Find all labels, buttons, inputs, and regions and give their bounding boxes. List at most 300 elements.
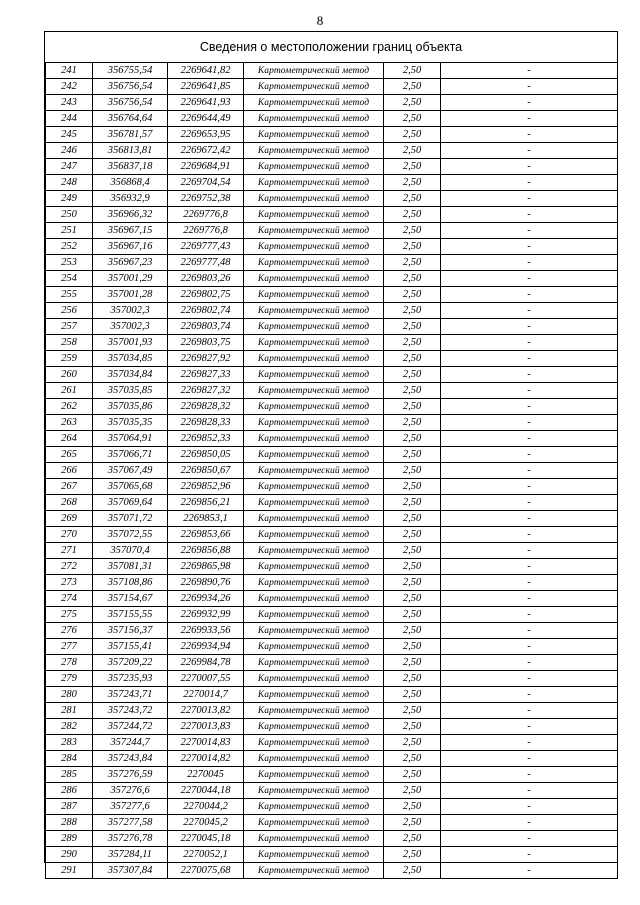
cell-method: Картометрический метод [244,799,384,815]
cell-method: Картометрический метод [244,655,384,671]
cell-coord-x: 357277,58 [93,815,168,831]
cell-coord-y: 2270013,83 [168,719,244,735]
cell-method: Картометрический метод [244,495,384,511]
cell-accuracy: 2,50 [384,767,441,783]
table-row [46,575,618,591]
cell-method: Картометрический метод [244,447,384,463]
table-row [46,207,618,223]
cell-method: Картометрический метод [244,287,384,303]
cell-description: - [441,303,618,319]
cell-coord-y: 2269803,74 [168,319,244,335]
cell-accuracy: 2,50 [384,847,441,863]
cell-description: - [441,159,618,175]
cell-description: - [441,863,618,879]
cell-description: - [441,335,618,351]
cell-description: - [441,719,618,735]
cell-accuracy: 2,50 [384,143,441,159]
cell-coord-x: 357108,86 [93,575,168,591]
cell-coord-y: 2269803,26 [168,271,244,287]
cell-point-number: 291 [46,863,93,879]
cell-method: Картометрический метод [244,351,384,367]
cell-coord-x: 357276,6 [93,783,168,799]
table-row [46,399,618,415]
cell-point-number: 243 [46,95,93,111]
cell-accuracy: 2,50 [384,335,441,351]
cell-coord-x: 357001,29 [93,271,168,287]
cell-coord-x: 357066,71 [93,447,168,463]
cell-method: Картометрический метод [244,383,384,399]
cell-point-number: 277 [46,639,93,655]
cell-method: Картометрический метод [244,511,384,527]
cell-method: Картометрический метод [244,111,384,127]
cell-description: - [441,431,618,447]
cell-coord-y: 2269828,32 [168,399,244,415]
cell-coord-x: 357243,71 [93,687,168,703]
cell-accuracy: 2,50 [384,319,441,335]
cell-method: Картометрический метод [244,415,384,431]
cell-point-number: 257 [46,319,93,335]
table-row [46,175,618,191]
cell-coord-y: 2269777,43 [168,239,244,255]
cell-coord-y: 2270045,18 [168,831,244,847]
cell-accuracy: 2,50 [384,575,441,591]
cell-description: - [441,399,618,415]
cell-coord-y: 2269641,82 [168,63,244,79]
table-row [46,479,618,495]
cell-point-number: 253 [46,255,93,271]
cell-coord-y: 2269777,48 [168,255,244,271]
cell-coord-x: 356764,64 [93,111,168,127]
cell-method: Картометрический метод [244,303,384,319]
cell-accuracy: 2,50 [384,591,441,607]
cell-method: Картометрический метод [244,431,384,447]
cell-coord-x: 357070,4 [93,543,168,559]
table-row [46,527,618,543]
cell-description: - [441,415,618,431]
cell-coord-y: 2269865,98 [168,559,244,575]
cell-point-number: 255 [46,287,93,303]
cell-accuracy: 2,50 [384,79,441,95]
cell-coord-x: 357072,55 [93,527,168,543]
cell-point-number: 251 [46,223,93,239]
cell-coord-y: 2270007,55 [168,671,244,687]
table-row [46,623,618,639]
cell-coord-y: 2269853,66 [168,527,244,543]
cell-accuracy: 2,50 [384,863,441,879]
cell-accuracy: 2,50 [384,543,441,559]
cell-coord-y: 2269932,99 [168,607,244,623]
cell-point-number: 275 [46,607,93,623]
cell-coord-x: 356813,81 [93,143,168,159]
cell-method: Картометрический метод [244,367,384,383]
cell-description: - [441,447,618,463]
cell-method: Картометрический метод [244,607,384,623]
cell-point-number: 266 [46,463,93,479]
cell-description: - [441,223,618,239]
table-row [46,655,618,671]
cell-accuracy: 2,50 [384,159,441,175]
table-row [46,191,618,207]
cell-coord-y: 2269853,1 [168,511,244,527]
cell-description: - [441,799,618,815]
cell-coord-y: 2270044,2 [168,799,244,815]
cell-coord-y: 2269934,26 [168,591,244,607]
cell-point-number: 247 [46,159,93,175]
cell-description: - [441,239,618,255]
cell-point-number: 268 [46,495,93,511]
cell-coord-x: 357307,84 [93,863,168,879]
cell-coord-x: 357156,37 [93,623,168,639]
table-row [46,127,618,143]
table-caption: Сведения о местоположении границ объекта [199,40,463,54]
cell-method: Картометрический метод [244,335,384,351]
cell-point-number: 256 [46,303,93,319]
table-row [46,607,618,623]
cell-point-number: 271 [46,543,93,559]
cell-point-number: 279 [46,671,93,687]
table-row [46,735,618,751]
cell-method: Картометрический метод [244,159,384,175]
cell-description: - [441,847,618,863]
cell-description: - [441,463,618,479]
cell-accuracy: 2,50 [384,799,441,815]
cell-coord-x: 357067,49 [93,463,168,479]
cell-point-number: 284 [46,751,93,767]
cell-description: - [441,383,618,399]
cell-method: Картометрический метод [244,223,384,239]
cell-point-number: 259 [46,351,93,367]
cell-description: - [441,815,618,831]
cell-description: - [441,591,618,607]
table-row [46,815,618,831]
cell-coord-x: 356756,54 [93,95,168,111]
cell-coord-x: 357071,72 [93,511,168,527]
cell-description: - [441,735,618,751]
cell-description: - [441,703,618,719]
cell-point-number: 244 [46,111,93,127]
cell-coord-x: 357155,41 [93,639,168,655]
cell-coord-x: 356755,54 [93,63,168,79]
cell-coord-x: 357081,31 [93,559,168,575]
table-row [46,863,618,879]
cell-method: Картометрический метод [244,95,384,111]
cell-description: - [441,767,618,783]
table-row [46,639,618,655]
cell-description: - [441,255,618,271]
cell-point-number: 272 [46,559,93,575]
cell-coord-y: 2270052,1 [168,847,244,863]
cell-method: Картометрический метод [244,191,384,207]
cell-method: Картометрический метод [244,735,384,751]
cell-accuracy: 2,50 [384,815,441,831]
coordinates-table [45,62,618,879]
table-row [46,703,618,719]
cell-accuracy: 2,50 [384,191,441,207]
cell-coord-y: 2270014,83 [168,735,244,751]
cell-coord-x: 357064,91 [93,431,168,447]
cell-accuracy: 2,50 [384,239,441,255]
cell-description: - [441,207,618,223]
cell-coord-x: 357035,86 [93,399,168,415]
cell-coord-y: 2270045 [168,767,244,783]
cell-method: Картометрический метод [244,63,384,79]
cell-coord-y: 2269827,32 [168,383,244,399]
cell-accuracy: 2,50 [384,687,441,703]
cell-point-number: 264 [46,431,93,447]
cell-accuracy: 2,50 [384,63,441,79]
cell-accuracy: 2,50 [384,703,441,719]
cell-accuracy: 2,50 [384,383,441,399]
cell-description: - [441,543,618,559]
cell-accuracy: 2,50 [384,479,441,495]
cell-method: Картометрический метод [244,847,384,863]
cell-coord-y: 2269850,05 [168,447,244,463]
table-row [46,591,618,607]
table-row [46,255,618,271]
cell-accuracy: 2,50 [384,511,441,527]
table-row [46,559,618,575]
cell-method: Картометрический метод [244,719,384,735]
cell-coord-x: 357001,28 [93,287,168,303]
cell-point-number: 269 [46,511,93,527]
cell-coord-x: 356967,15 [93,223,168,239]
cell-coord-x: 357244,7 [93,735,168,751]
cell-coord-y: 2269827,92 [168,351,244,367]
cell-description: - [441,143,618,159]
cell-point-number: 288 [46,815,93,831]
cell-coord-y: 2269644,49 [168,111,244,127]
cell-accuracy: 2,50 [384,751,441,767]
cell-accuracy: 2,50 [384,831,441,847]
table-row [46,111,618,127]
table-row [46,159,618,175]
cell-accuracy: 2,50 [384,95,441,111]
cell-coord-x: 356756,54 [93,79,168,95]
cell-point-number: 281 [46,703,93,719]
cell-method: Картометрический метод [244,79,384,95]
cell-description: - [441,671,618,687]
cell-accuracy: 2,50 [384,527,441,543]
cell-coord-y: 2269852,33 [168,431,244,447]
cell-point-number: 273 [46,575,93,591]
cell-accuracy: 2,50 [384,655,441,671]
table-row [46,383,618,399]
cell-accuracy: 2,50 [384,303,441,319]
cell-method: Картометрический метод [244,399,384,415]
cell-method: Картометрический метод [244,271,384,287]
cell-method: Картометрический метод [244,575,384,591]
cell-point-number: 260 [46,367,93,383]
cell-coord-y: 2269653,95 [168,127,244,143]
cell-point-number: 276 [46,623,93,639]
cell-accuracy: 2,50 [384,399,441,415]
cell-method: Картометрический метод [244,671,384,687]
cell-accuracy: 2,50 [384,207,441,223]
cell-coord-y: 2269890,76 [168,575,244,591]
cell-coord-y: 2269672,42 [168,143,244,159]
cell-description: - [441,95,618,111]
cell-description: - [441,527,618,543]
cell-coord-x: 356781,57 [93,127,168,143]
cell-description: - [441,639,618,655]
cell-coord-y: 2270014,82 [168,751,244,767]
cell-point-number: 249 [46,191,93,207]
cell-accuracy: 2,50 [384,783,441,799]
cell-coord-y: 2270045,2 [168,815,244,831]
cell-coord-x: 357155,55 [93,607,168,623]
cell-accuracy: 2,50 [384,223,441,239]
cell-coord-x: 356966,32 [93,207,168,223]
cell-method: Картометрический метод [244,639,384,655]
cell-coord-x: 357154,67 [93,591,168,607]
cell-method: Картометрический метод [244,687,384,703]
cell-accuracy: 2,50 [384,719,441,735]
cell-method: Картометрический метод [244,175,384,191]
cell-method: Картометрический метод [244,255,384,271]
cell-coord-y: 2270075,68 [168,863,244,879]
table-row [46,239,618,255]
cell-accuracy: 2,50 [384,367,441,383]
cell-point-number: 289 [46,831,93,847]
cell-accuracy: 2,50 [384,271,441,287]
cell-point-number: 261 [46,383,93,399]
table-row [46,511,618,527]
cell-description: - [441,511,618,527]
cell-description: - [441,63,618,79]
cell-coord-y: 2269684,91 [168,159,244,175]
cell-coord-x: 357277,6 [93,799,168,815]
table-row [46,63,618,79]
cell-coord-x: 357035,35 [93,415,168,431]
cell-coord-x: 357035,85 [93,383,168,399]
cell-coord-y: 2269850,67 [168,463,244,479]
cell-coord-y: 2269641,85 [168,79,244,95]
table-row [46,447,618,463]
cell-description: - [441,319,618,335]
cell-coord-y: 2270014,7 [168,687,244,703]
cell-description: - [441,623,618,639]
cell-point-number: 254 [46,271,93,287]
cell-accuracy: 2,50 [384,495,441,511]
cell-accuracy: 2,50 [384,671,441,687]
cell-description: - [441,127,618,143]
cell-coord-x: 357284,11 [93,847,168,863]
cell-coord-y: 2269856,21 [168,495,244,511]
table-row [46,303,618,319]
table-row [46,831,618,847]
cell-accuracy: 2,50 [384,559,441,575]
cell-point-number: 241 [46,63,93,79]
cell-description: - [441,655,618,671]
cell-accuracy: 2,50 [384,351,441,367]
cell-coord-x: 357002,3 [93,303,168,319]
table-row [46,751,618,767]
cell-point-number: 258 [46,335,93,351]
cell-coord-x: 356837,18 [93,159,168,175]
cell-method: Картометрический метод [244,831,384,847]
cell-point-number: 278 [46,655,93,671]
cell-point-number: 282 [46,719,93,735]
table-row [46,847,618,863]
cell-method: Картометрический метод [244,127,384,143]
cell-coord-x: 356868,4 [93,175,168,191]
cell-method: Картометрический метод [244,479,384,495]
cell-description: - [441,351,618,367]
table-row [46,271,618,287]
cell-coord-x: 356967,16 [93,239,168,255]
cell-description: - [441,783,618,799]
cell-point-number: 285 [46,767,93,783]
cell-coord-x: 357243,72 [93,703,168,719]
cell-description: - [441,175,618,191]
cell-coord-x: 357235,93 [93,671,168,687]
cell-accuracy: 2,50 [384,175,441,191]
cell-method: Картометрический метод [244,143,384,159]
cell-coord-y: 2269776,8 [168,207,244,223]
cell-accuracy: 2,50 [384,463,441,479]
cell-coord-y: 2269802,74 [168,303,244,319]
cell-description: - [441,191,618,207]
cell-description: - [441,367,618,383]
cell-method: Картометрический метод [244,527,384,543]
cell-point-number: 250 [46,207,93,223]
cell-point-number: 263 [46,415,93,431]
cell-point-number: 242 [46,79,93,95]
cell-method: Картометрический метод [244,815,384,831]
cell-point-number: 287 [46,799,93,815]
cell-description: - [441,479,618,495]
cell-description: - [441,751,618,767]
cell-coord-x: 357069,64 [93,495,168,511]
cell-coord-x: 357209,22 [93,655,168,671]
cell-description: - [441,559,618,575]
cell-method: Картометрический метод [244,591,384,607]
cell-coord-y: 2269933,56 [168,623,244,639]
cell-accuracy: 2,50 [384,287,441,303]
cell-coord-x: 357065,68 [93,479,168,495]
cell-coord-y: 2269704,54 [168,175,244,191]
table-row [46,319,618,335]
cell-description: - [441,575,618,591]
page-number: 8 [316,13,324,28]
cell-accuracy: 2,50 [384,415,441,431]
cell-coord-x: 356967,23 [93,255,168,271]
table-row [46,143,618,159]
cell-coord-x: 357276,78 [93,831,168,847]
cell-method: Картометрический метод [244,543,384,559]
cell-coord-x: 357001,93 [93,335,168,351]
cell-coord-y: 2269984,78 [168,655,244,671]
cell-method: Картометрический метод [244,463,384,479]
table-row [46,719,618,735]
cell-point-number: 270 [46,527,93,543]
cell-coord-x: 357034,84 [93,367,168,383]
cell-point-number: 290 [46,847,93,863]
cell-coord-x: 356932,9 [93,191,168,207]
table-row [46,799,618,815]
cell-coord-x: 357244,72 [93,719,168,735]
cell-coord-x: 357243,84 [93,751,168,767]
cell-description: - [441,79,618,95]
table-row [46,351,618,367]
cell-coord-y: 2269828,33 [168,415,244,431]
cell-coord-y: 2269641,93 [168,95,244,111]
cell-method: Картометрический метод [244,751,384,767]
cell-method: Картометрический метод [244,783,384,799]
table-row [46,687,618,703]
table-row [46,463,618,479]
cell-accuracy: 2,50 [384,431,441,447]
